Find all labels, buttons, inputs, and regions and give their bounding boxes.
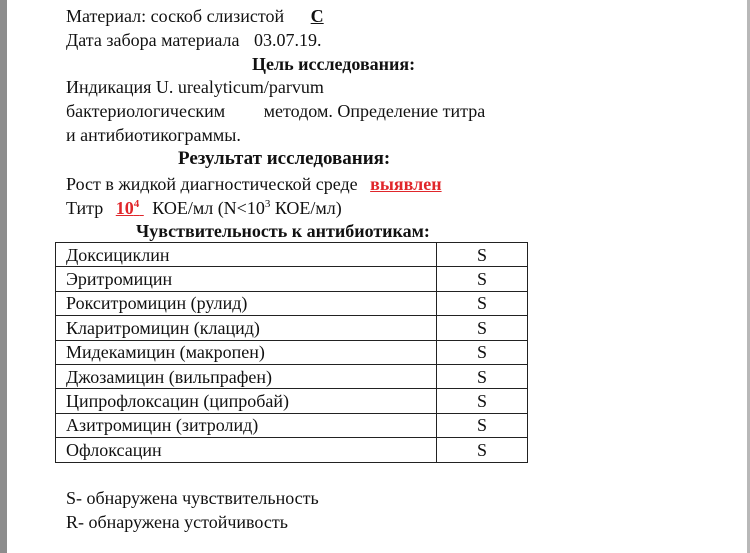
sensitivity-result: S [437, 340, 528, 364]
antibiotic-name: Джозамицин (вильпрафен) [56, 364, 437, 388]
growth-label: Рост в жидкой диагностической среде [66, 174, 358, 194]
antibiotic-name: Офлоксацин [56, 438, 437, 462]
material-code: С [310, 6, 324, 26]
antibiotic-name: Кларитромицин (клацид) [56, 316, 437, 340]
material-line [66, 5, 324, 27]
table-row [56, 364, 528, 388]
titer-base: 10 [115, 198, 134, 218]
sensitivity-result: S [437, 291, 528, 315]
table-row [56, 316, 528, 340]
goal-line-2 [66, 100, 485, 122]
norm-exponent: 3 [264, 198, 271, 210]
sensitivity-result: S [437, 243, 528, 267]
table-row [56, 243, 528, 267]
date-label: Дата забора материала [66, 30, 240, 50]
table-row [56, 267, 528, 291]
antibiotic-name: Рокситромицин (рулид) [56, 291, 437, 315]
date-value: 03.07.19. [254, 30, 322, 50]
titer-line [66, 197, 342, 219]
goal-line-2-part-a: бактериологическим [66, 101, 226, 121]
antibiotic-name: Азитромицин (зитролид) [56, 413, 437, 437]
sensitivity-result: S [437, 316, 528, 340]
goal-line-3: и антибиотикограммы. [66, 125, 241, 145]
antibiotic-name: Мидекамицин (макропен) [56, 340, 437, 364]
table-row [56, 389, 528, 413]
sensitivity-result: S [437, 389, 528, 413]
sensitivity-table [55, 242, 528, 463]
table-row [56, 291, 528, 315]
table-row [56, 413, 528, 437]
material-label: Материал: соскоб слизистой [66, 6, 285, 26]
sensitivity-result: S [437, 413, 528, 437]
norm-unit: КОЕ/мл) [274, 198, 342, 218]
sensitivity-table-body [56, 243, 528, 463]
growth-value: выявлен [370, 174, 442, 194]
antibiotic-name: Доксициклин [56, 243, 437, 267]
table-row [56, 340, 528, 364]
growth-line [66, 173, 442, 195]
table-row [56, 438, 528, 462]
legend-r: R- обнаружена устойчивость [66, 512, 288, 532]
left-window-edge [0, 0, 7, 553]
result-heading: Результат исследования: [178, 148, 391, 169]
sensitivity-result: S [437, 438, 528, 462]
titer-value [116, 198, 144, 218]
legend-s: S- обнаружена чувствительность [66, 488, 319, 508]
sensitivity-result: S [437, 364, 528, 388]
titer-exponent: 4 [133, 198, 140, 210]
goal-heading: Цель исследования: [252, 54, 416, 74]
sensitivity-result: S [437, 267, 528, 291]
titer-label: Титр [66, 198, 104, 218]
date-line [66, 29, 322, 51]
goal-line-1: Индикация U. urealyticum/parvum [66, 77, 324, 97]
sensitivity-heading: Чувствительность к антибиотикам: [136, 221, 430, 241]
goal-line-2-part-b: методом. Определение титра [263, 101, 486, 121]
antibiotic-name: Эритромицин [56, 267, 437, 291]
titer-unit: КОЕ/мл (N<10 [152, 198, 265, 218]
antibiotic-name: Ципрофлоксацин (ципробай) [56, 389, 437, 413]
